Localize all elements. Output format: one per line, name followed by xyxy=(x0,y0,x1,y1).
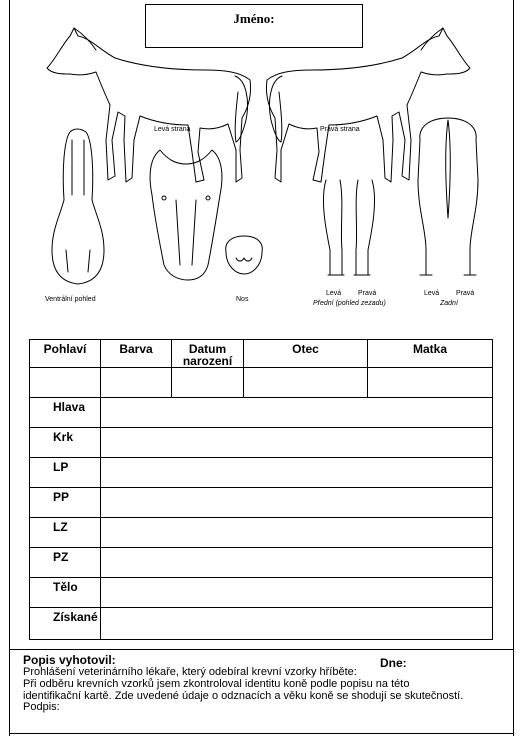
row-label: Krk xyxy=(30,428,101,458)
name-label: Jméno: xyxy=(233,11,275,26)
table-value-row xyxy=(30,368,493,398)
row-label: LZ xyxy=(30,518,101,548)
caption-rear: Zadní xyxy=(440,300,458,307)
table-row xyxy=(30,458,493,488)
horse-front-legs-drawing xyxy=(323,180,374,275)
horse-rear-drawing xyxy=(418,118,478,275)
horse-nose-drawing xyxy=(226,236,263,274)
row-field[interactable] xyxy=(101,578,493,608)
caption-left-side: Levá strana xyxy=(154,126,191,133)
row-field[interactable] xyxy=(101,518,493,548)
footer xyxy=(23,653,493,714)
horse-diagram xyxy=(0,0,525,330)
caption-front: Přední (pohled zezadu) xyxy=(313,300,386,307)
horse-right-side-drawing xyxy=(266,28,470,182)
row-field[interactable] xyxy=(101,458,493,488)
caption-right-side: Pravá strana xyxy=(320,126,360,133)
value-cell[interactable] xyxy=(368,368,493,398)
value-cell[interactable] xyxy=(30,368,101,398)
horse-left-side-drawing xyxy=(47,28,251,182)
horse-head-front-drawing xyxy=(150,150,222,280)
row-label: LP xyxy=(30,458,101,488)
header-cell: Pohlaví xyxy=(30,340,101,368)
caption-front-left: Levá xyxy=(326,290,342,297)
table-row xyxy=(30,398,493,428)
value-cell[interactable] xyxy=(172,368,244,398)
table-header-row xyxy=(30,340,493,368)
vet-declaration-title: Prohlášení veterinárního lékaře, který odebíral krevní vzorky hříběte: xyxy=(23,666,357,678)
row-label: PZ xyxy=(30,548,101,578)
header-cell: Matka xyxy=(368,340,493,368)
divider xyxy=(9,649,514,650)
prepared-by-label: Popis vyhotovil: xyxy=(23,653,116,667)
table-row xyxy=(30,518,493,548)
header-cell: Otec xyxy=(244,340,368,368)
row-field[interactable] xyxy=(101,398,493,428)
caption-ventral: Ventrální pohled xyxy=(45,296,96,303)
caption-front-right: Pravá xyxy=(358,290,377,297)
header-cell: Datum narození xyxy=(172,340,244,368)
caption-rear-left: Levá xyxy=(424,290,440,297)
horse-ventral-drawing xyxy=(52,129,104,284)
bottom-border xyxy=(9,733,514,734)
description-table xyxy=(29,339,493,640)
caption-nose: Nos xyxy=(236,296,249,303)
row-field[interactable] xyxy=(101,488,493,518)
signature-label: Podpis: xyxy=(23,701,60,714)
date-label: Dne: xyxy=(380,656,407,670)
table-row xyxy=(30,428,493,458)
row-field[interactable] xyxy=(101,548,493,578)
table-row xyxy=(30,608,493,640)
vet-declaration-text-2: identifikační kartě. Zde uvedené údaje o odznacích a věku koně se shodují se skutečností. xyxy=(23,689,464,702)
row-label: PP xyxy=(30,488,101,518)
row-label: Hlava xyxy=(30,398,101,428)
table-row xyxy=(30,548,493,578)
value-cell[interactable] xyxy=(101,368,172,398)
table-row xyxy=(30,578,493,608)
table-row xyxy=(30,488,493,518)
vet-declaration-text: Při odběru krevních vzorků jsem zkontroloval identitu koně podle popisu na této xyxy=(23,677,410,690)
row-label: Získané xyxy=(30,608,101,640)
row-field[interactable] xyxy=(101,428,493,458)
row-label: Tělo xyxy=(30,578,101,608)
caption-rear-right: Pravá xyxy=(456,290,475,297)
row-field[interactable] xyxy=(101,608,493,640)
value-cell[interactable] xyxy=(244,368,368,398)
header-cell: Barva xyxy=(101,340,172,368)
